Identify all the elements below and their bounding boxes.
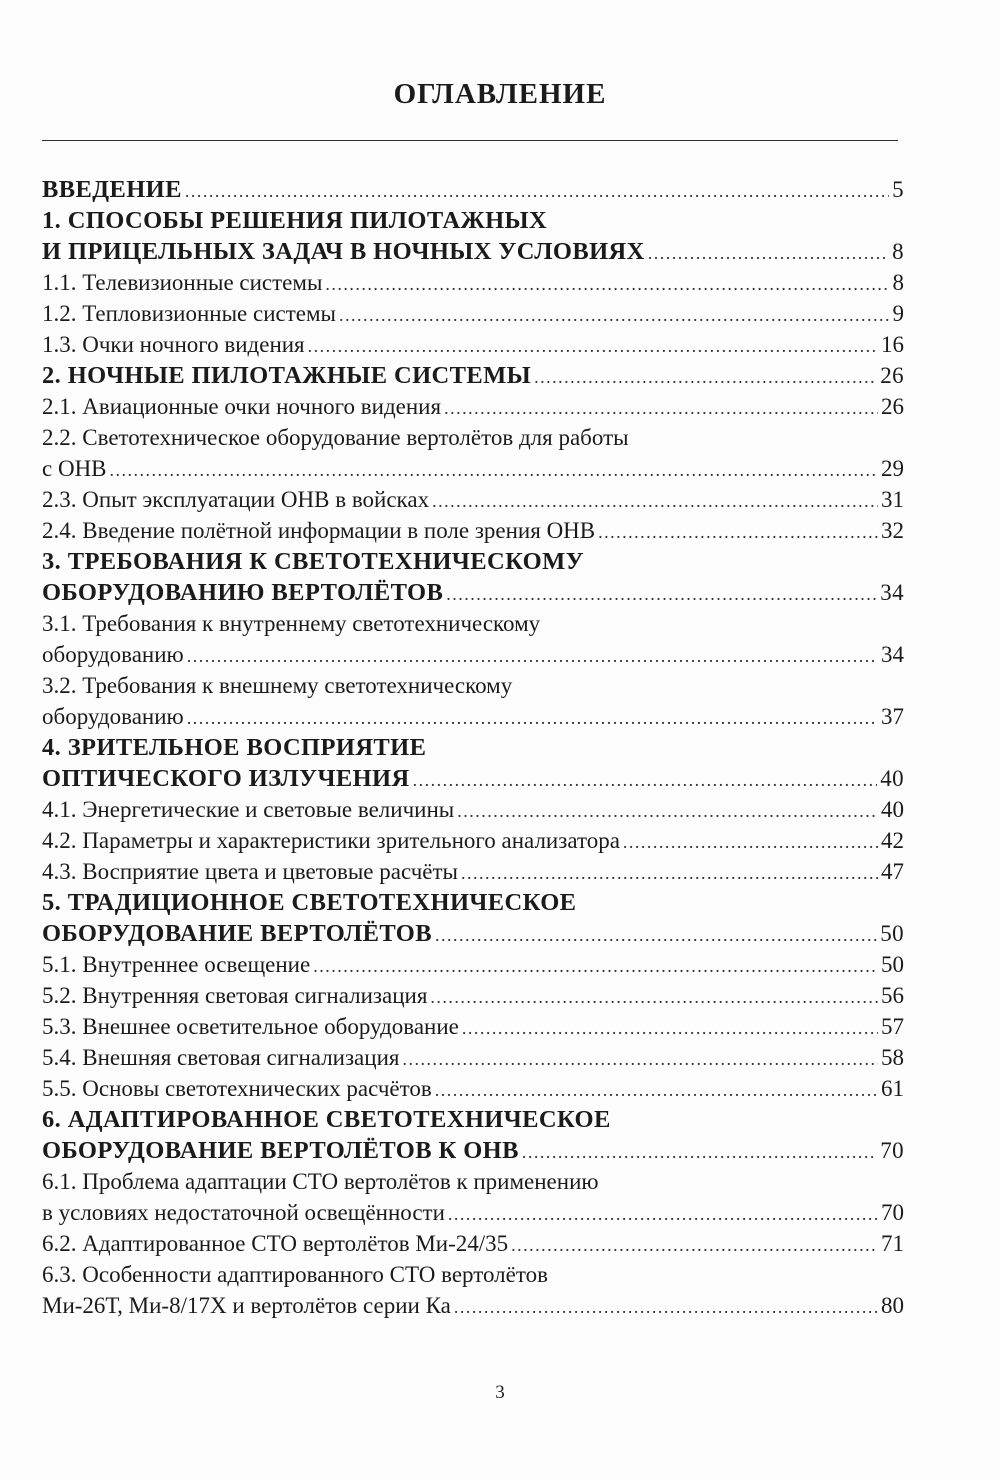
toc-entry-2-1[interactable] <box>42 391 904 422</box>
table-of-contents <box>42 174 904 1321</box>
dot-leader <box>598 517 878 548</box>
toc-entry-title: оборудованию <box>42 704 184 729</box>
toc-entry-title: 1.1. Телевизионные системы <box>42 270 323 295</box>
toc-page-number: 47 <box>881 859 904 884</box>
toc-entry-5-2[interactable] <box>42 980 904 1011</box>
dot-leader <box>308 331 878 362</box>
toc-entry-chapter-4[interactable] <box>42 732 904 763</box>
dot-leader <box>435 1075 878 1106</box>
dot-leader <box>325 269 889 300</box>
toc-entry-chapter-4-cont[interactable] <box>42 763 904 794</box>
toc-page-number: 57 <box>881 1014 904 1039</box>
toc-entry-6-1-cont[interactable] <box>42 1197 904 1228</box>
toc-entry-chapter-2[interactable] <box>42 360 904 391</box>
toc-entry-introduction[interactable] <box>42 174 904 205</box>
dot-leader <box>444 393 878 424</box>
page-number: 3 <box>495 1382 505 1403</box>
toc-entry-title: 1. СПОСОБЫ РЕШЕНИЯ ПИЛОТАЖНЫХ <box>42 207 548 234</box>
dot-leader <box>187 703 878 734</box>
toc-entry-2-2[interactable] <box>42 422 904 453</box>
toc-entry-title: ВВЕДЕНИЕ <box>42 176 182 203</box>
toc-page-number: 9 <box>892 301 904 326</box>
toc-page-number: 50 <box>881 952 904 977</box>
dot-leader <box>339 300 889 331</box>
toc-entry-title: в условиях недостаточной освещённости <box>42 1200 445 1225</box>
toc-page-number: 80 <box>881 1293 904 1318</box>
toc-entry-3-2[interactable] <box>42 670 904 701</box>
toc-entry-chapter-1-cont[interactable] <box>42 236 904 267</box>
toc-entry-title: 5.3. Внешнее осветительное оборудование <box>42 1014 459 1039</box>
toc-entry-title: 6.1. Проблема адаптации СТО вертолётов к применению <box>42 1169 599 1194</box>
dot-leader <box>185 176 889 207</box>
dot-leader <box>413 765 878 796</box>
dot-leader <box>623 827 878 858</box>
toc-page-number: 34 <box>881 642 904 667</box>
toc-entry-4-1[interactable] <box>42 794 904 825</box>
toc-page-number: 16 <box>881 332 904 357</box>
toc-page-number: 40 <box>881 797 904 822</box>
toc-entry-title: 4. ЗРИТЕЛЬНОЕ ВОСПРИЯТИЕ <box>42 734 427 761</box>
toc-page-number: 32 <box>881 518 904 543</box>
toc-entry-6-2[interactable] <box>42 1228 904 1259</box>
dot-leader <box>313 951 878 982</box>
toc-entry-title: ОБОРУДОВАНИЕ ВЕРТОЛЁТОВ К ОНВ <box>42 1137 519 1164</box>
dot-leader <box>448 1199 878 1230</box>
toc-entry-5-5[interactable] <box>42 1073 904 1104</box>
toc-entry-title: 2.4. Введение полётной информации в поле зрения ОНВ <box>42 518 596 543</box>
toc-entry-1-1[interactable] <box>42 267 904 298</box>
toc-page-number: 31 <box>881 487 904 512</box>
dot-leader <box>187 641 878 672</box>
toc-entry-chapter-6-cont[interactable] <box>42 1135 904 1166</box>
toc-entry-3-2-cont[interactable] <box>42 701 904 732</box>
toc-entry-6-3-cont[interactable] <box>42 1290 904 1321</box>
toc-page-number: 61 <box>881 1076 904 1101</box>
toc-entry-title: 2.2. Светотехническое оборудование вертолётов для работы <box>42 425 629 450</box>
toc-entry-chapter-1[interactable] <box>42 205 904 236</box>
toc-entry-title: 2. НОЧНЫЕ ПИЛОТАЖНЫЕ СИСТЕМЫ <box>42 362 532 389</box>
toc-page-number: 37 <box>881 704 904 729</box>
toc-entry-5-1[interactable] <box>42 949 904 980</box>
toc-entry-title: 5.4. Внешняя световая сигнализация <box>42 1045 400 1070</box>
toc-entry-title: 4.2. Параметры и характеристики зрительного анализатора <box>42 828 620 853</box>
toc-entry-title: Ми-26Т, Ми-8/17Х и вертолётов серии Ка <box>42 1293 451 1318</box>
toc-entry-chapter-6[interactable] <box>42 1104 904 1135</box>
toc-page-number: 70 <box>881 1200 904 1225</box>
page-title: ОГЛАВЛЕНИЕ <box>393 78 607 110</box>
toc-entry-title: 3.1. Требования к внутреннему светотехническому <box>42 611 541 636</box>
toc-entry-4-2[interactable] <box>42 825 904 856</box>
dot-leader <box>446 579 877 610</box>
toc-entry-2-4[interactable] <box>42 515 904 546</box>
toc-entry-chapter-5[interactable] <box>42 887 904 918</box>
toc-entry-title: ОБОРУДОВАНИЮ ВЕРТОЛЁТОВ <box>42 579 444 606</box>
toc-page-number: 40 <box>880 766 904 791</box>
toc-entry-title: с ОНВ <box>42 456 107 481</box>
toc-page-number: 58 <box>881 1045 904 1070</box>
toc-entry-title: 1.2. Тепловизионные системы <box>42 301 337 326</box>
toc-entry-5-3[interactable] <box>42 1011 904 1042</box>
toc-entry-title: 2.3. Опыт эксплуатации ОНВ в войсках <box>42 487 430 512</box>
dot-leader <box>110 455 878 486</box>
toc-entry-6-1[interactable] <box>42 1166 904 1197</box>
toc-entry-title: 5.1. Внутреннее освещение <box>42 952 311 977</box>
dot-leader <box>457 796 878 827</box>
toc-entry-chapter-3[interactable] <box>42 546 904 577</box>
dot-leader <box>430 982 878 1013</box>
toc-entry-3-1[interactable] <box>42 608 904 639</box>
toc-entry-title: 5.5. Основы светотехнических расчётов <box>42 1076 432 1101</box>
toc-entry-4-3[interactable] <box>42 856 904 887</box>
toc-entry-chapter-5-cont[interactable] <box>42 918 904 949</box>
title-divider <box>42 140 898 141</box>
toc-entry-title: 2.1. Авиационные очки ночного видения <box>42 394 442 419</box>
toc-page-number: 71 <box>881 1231 904 1256</box>
toc-entry-2-3[interactable] <box>42 484 904 515</box>
toc-page-number: 70 <box>880 1138 904 1163</box>
toc-entry-title: ОБОРУДОВАНИЕ ВЕРТОЛЁТОВ <box>42 920 433 947</box>
toc-page-number: 56 <box>881 983 904 1008</box>
toc-page-number: 34 <box>880 580 904 605</box>
dot-leader <box>402 1044 878 1075</box>
toc-page-number: 26 <box>880 363 904 388</box>
toc-entry-3-1-cont[interactable] <box>42 639 904 670</box>
toc-entry-title: 4.1. Энергетические и световые величины <box>42 797 455 822</box>
toc-entry-6-3[interactable] <box>42 1259 904 1290</box>
dot-leader <box>461 858 878 889</box>
dot-leader <box>435 920 877 951</box>
toc-entry-title: 5. ТРАДИЦИОННОЕ СВЕТОТЕХНИЧЕСКОЕ <box>42 889 577 916</box>
toc-page-number: 5 <box>892 177 904 202</box>
toc-entry-2-2-cont[interactable] <box>42 453 904 484</box>
toc-page-number: 8 <box>892 270 904 295</box>
toc-entry-1-3[interactable] <box>42 329 904 360</box>
dot-leader <box>511 1230 878 1261</box>
toc-entry-title: 1.3. Очки ночного видения <box>42 332 305 357</box>
toc-entry-title: И ПРИЦЕЛЬНЫХ ЗАДАЧ В НОЧНЫХ УСЛОВИЯХ <box>42 238 645 265</box>
toc-entry-5-4[interactable] <box>42 1042 904 1073</box>
toc-page-number: 42 <box>881 828 904 853</box>
toc-entry-title: ОПТИЧЕСКОГО ИЗЛУЧЕНИЯ <box>42 765 410 792</box>
toc-entry-title: оборудованию <box>42 642 184 667</box>
toc-page-number: 29 <box>881 456 904 481</box>
dot-leader <box>534 362 877 393</box>
dot-leader <box>432 486 878 517</box>
toc-page-number: 50 <box>880 921 904 946</box>
dot-leader <box>454 1292 878 1323</box>
dot-leader <box>522 1137 877 1168</box>
toc-entry-1-2[interactable] <box>42 298 904 329</box>
dot-leader <box>648 238 889 269</box>
toc-entry-title: 3.2. Требования к внешнему светотехническому <box>42 673 513 698</box>
toc-entry-title: 5.2. Внутренняя световая сигнализация <box>42 983 428 1008</box>
toc-entry-title: 4.3. Восприятие цвета и цветовые расчёты <box>42 859 458 884</box>
toc-entry-title: 6.3. Особенности адаптированного СТО вертолётов <box>42 1262 548 1287</box>
toc-page-number: 26 <box>881 394 904 419</box>
toc-page-number: 8 <box>892 239 904 264</box>
toc-entry-title: 6. АДАПТИРОВАННОЕ СВЕТОТЕХНИЧЕСКОЕ <box>42 1106 611 1133</box>
toc-entry-title: 3. ТРЕБОВАНИЯ К СВЕТОТЕХНИЧЕСКОМУ <box>42 548 585 575</box>
toc-entry-chapter-3-cont[interactable] <box>42 577 904 608</box>
dot-leader <box>462 1013 878 1044</box>
toc-entry-title: 6.2. Адаптированное СТО вертолётов Ми-24/35 <box>42 1231 509 1256</box>
